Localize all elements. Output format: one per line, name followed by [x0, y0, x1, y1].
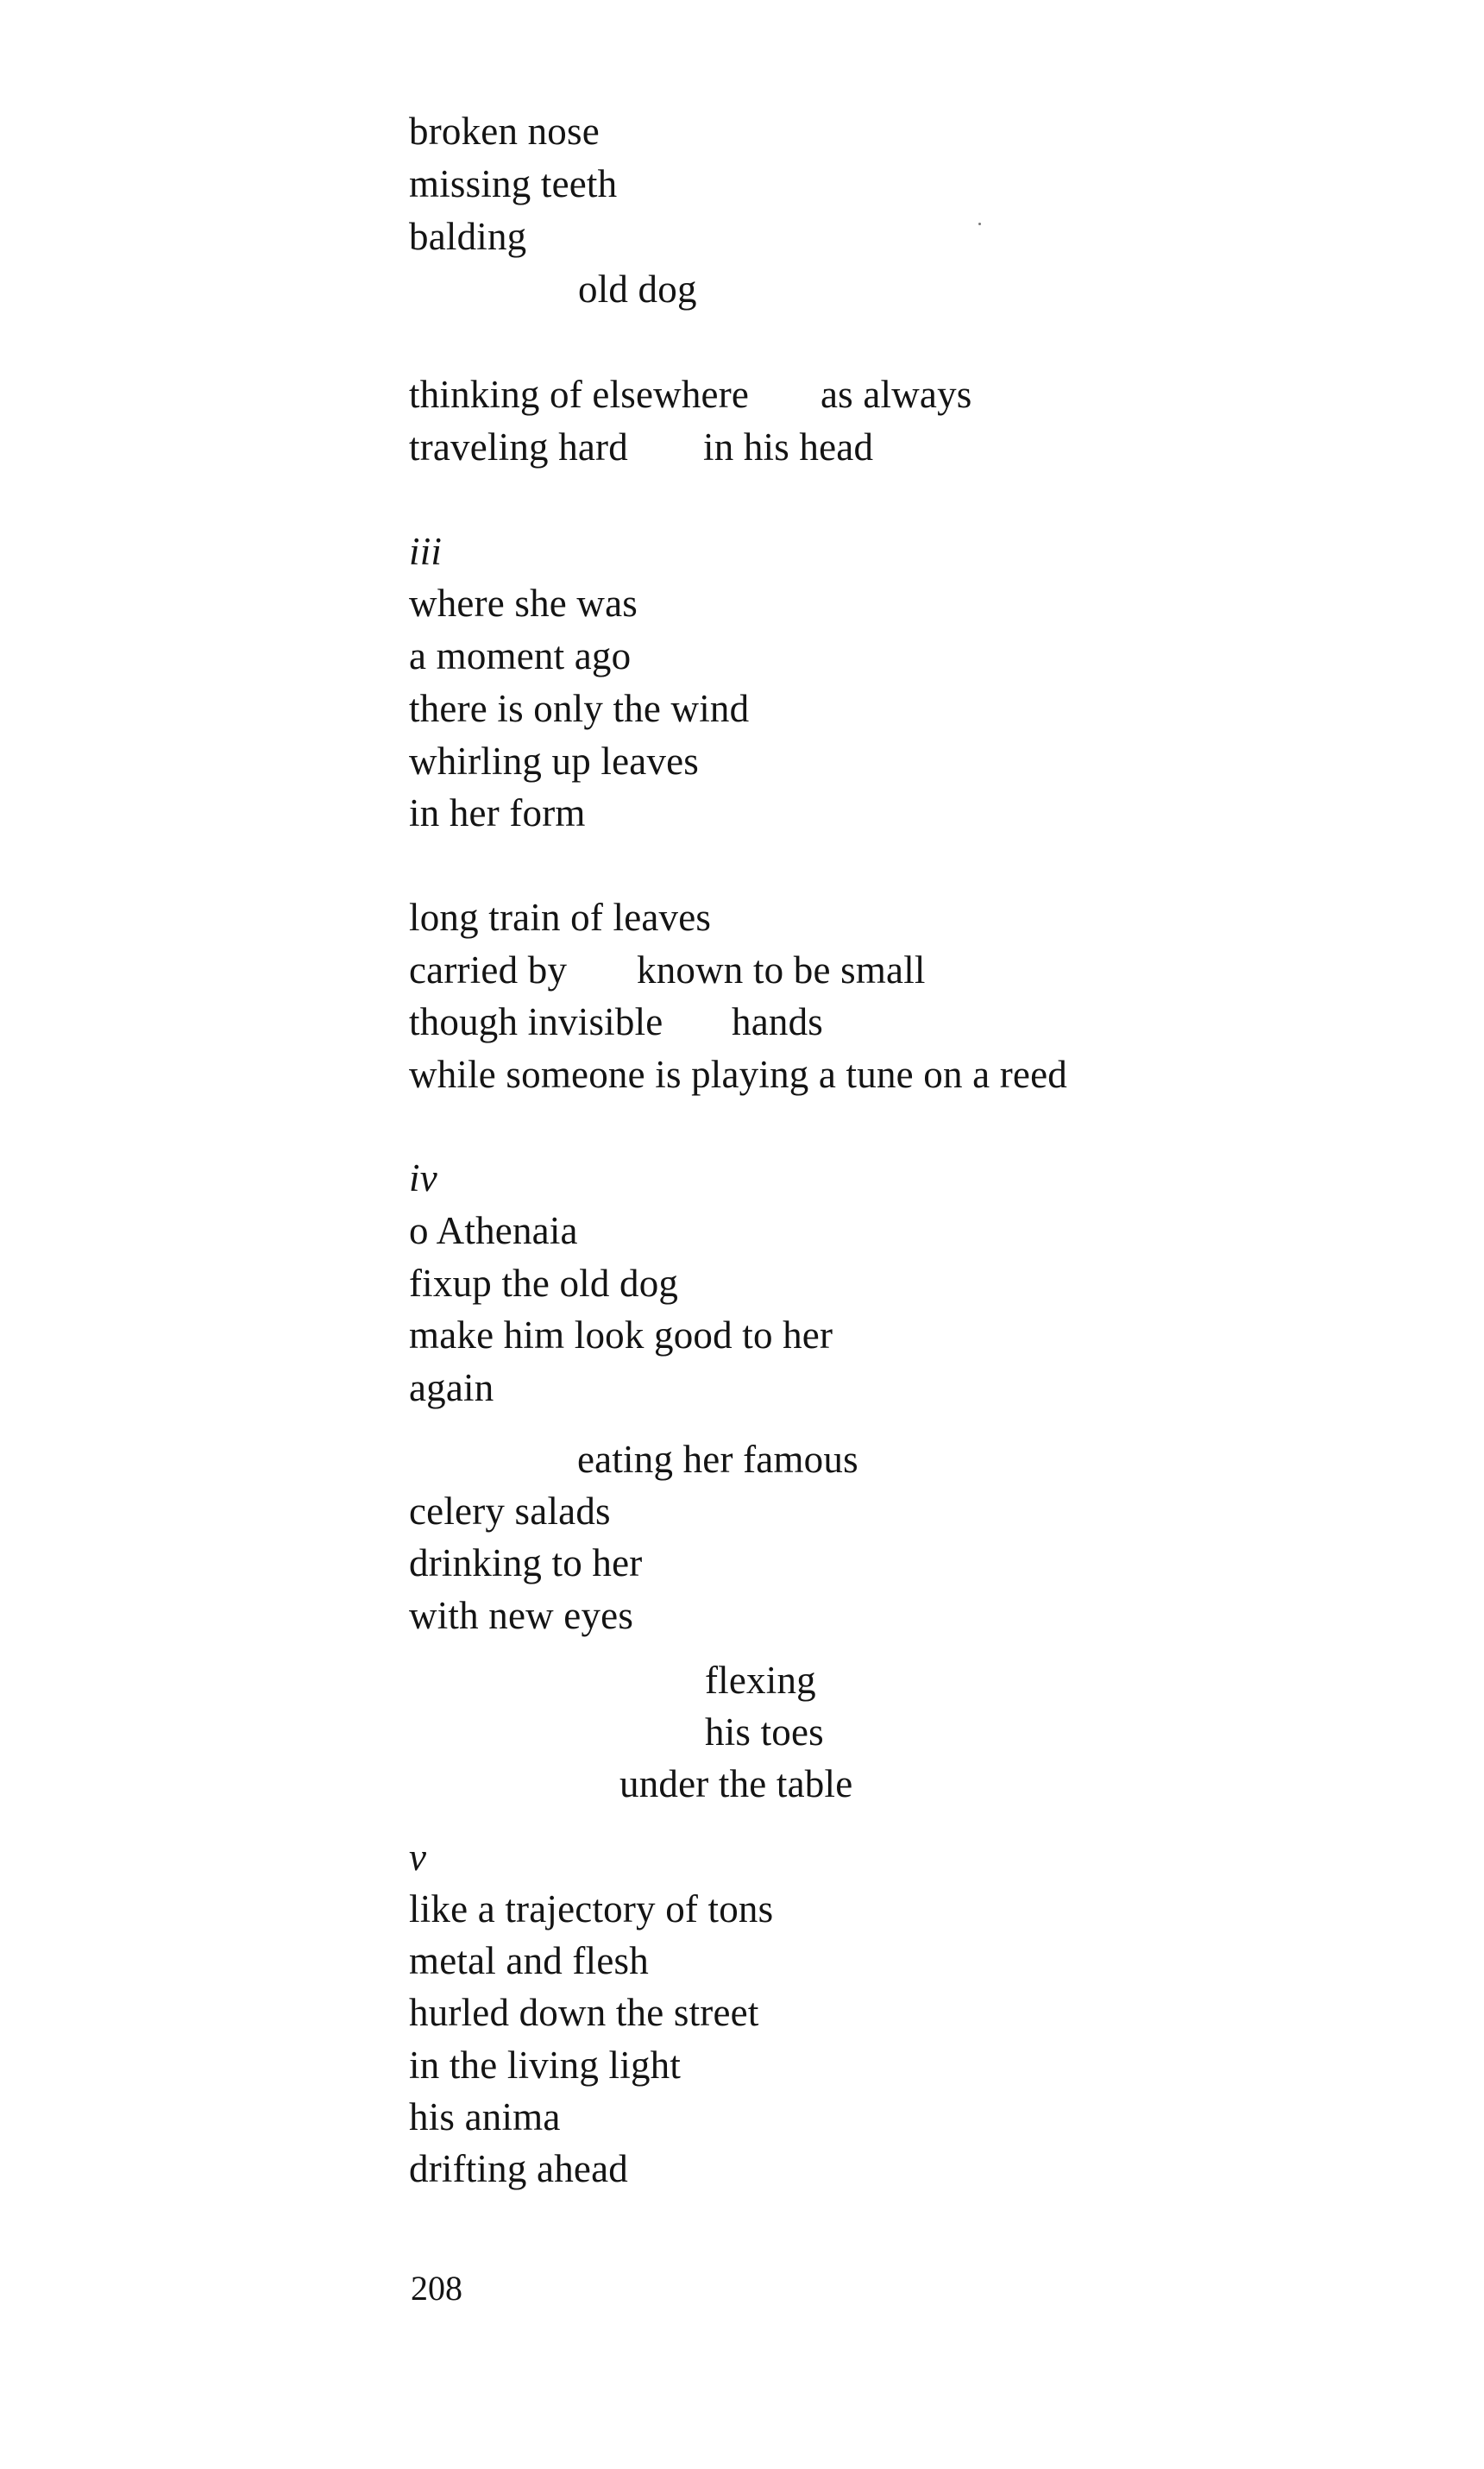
poem-line: broken nose [409, 110, 600, 153]
poem-line: long train of leaves [409, 896, 712, 939]
poem-line: traveling hard [409, 425, 628, 469]
poem-line: fixup the old dog [409, 1262, 679, 1305]
poem-line: his anima [409, 2095, 561, 2138]
poem-line: balding [409, 215, 527, 258]
poem-line: celery salads [409, 1490, 611, 1533]
poem-line: hurled down the street [409, 1991, 759, 2034]
poem-line-gap-part: as always [821, 373, 972, 416]
poem-line-indented: flexing [705, 1659, 816, 1702]
poem-line: where she was [409, 582, 638, 625]
poem-line: metal and flesh [409, 1939, 649, 1982]
poem-line-indented: his toes [705, 1710, 824, 1754]
poem-line-gap-part: in his head [703, 425, 874, 469]
poem-line: in her form [409, 791, 586, 835]
poem-line: with new eyes [409, 1594, 634, 1637]
poem-line-gap-part: known to be small [637, 948, 926, 992]
poem-line: carried by [409, 948, 568, 992]
poem-line: make him look good to her [409, 1313, 833, 1357]
poem-line-indented: old dog [578, 268, 697, 311]
section-numeral: iv [409, 1156, 437, 1200]
poem-line: in the living light [409, 2044, 682, 2087]
poem-line: thinking of elsewhere [409, 373, 750, 416]
poem-line: there is only the wind [409, 687, 750, 730]
poem-line: while someone is playing a tune on a reed [409, 1053, 1067, 1096]
poem-line-indented: eating her famous [577, 1438, 858, 1481]
poem-line: a moment ago [409, 634, 632, 677]
poem-line: drifting ahead [409, 2147, 628, 2190]
poem-line: like a trajectory of tons [409, 1887, 774, 1930]
poem-line: again [409, 1366, 494, 1409]
section-numeral: iii [409, 530, 443, 573]
poem-line: whirling up leaves [409, 740, 700, 783]
stray-mark [978, 223, 981, 225]
poem-line: drinking to her [409, 1541, 643, 1584]
page-number: 208 [411, 2269, 462, 2308]
poem-line: o Athenaia [409, 1209, 578, 1252]
poem-line-gap-part: hands [732, 1000, 823, 1043]
poem-line: missing teeth [409, 162, 618, 205]
poem-line: though invisible [409, 1000, 663, 1043]
poem-line-indented: under the table [619, 1762, 853, 1805]
section-numeral: v [409, 1836, 427, 1879]
